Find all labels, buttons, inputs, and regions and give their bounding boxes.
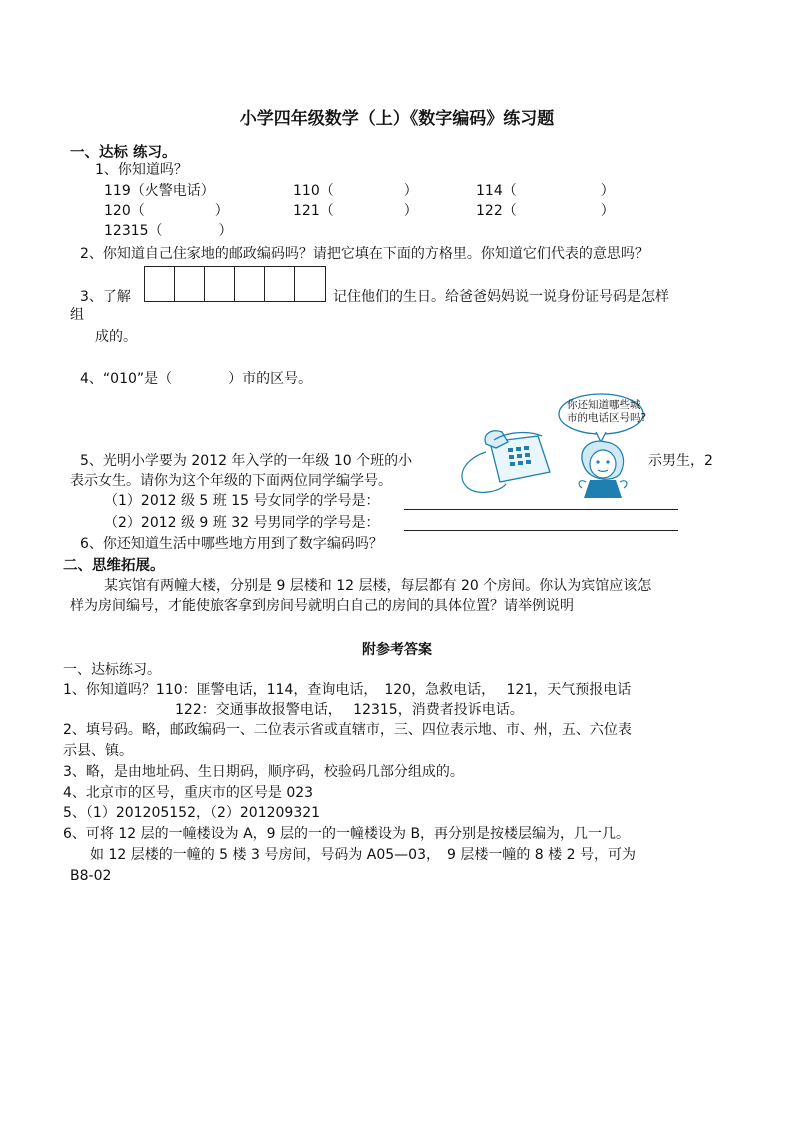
q5-sub1: （1）2012 级 5 班 15 号女同学的学号是： <box>104 493 380 509</box>
answer-line[interactable] <box>404 509 678 510</box>
q1-item: 114（ ） <box>476 183 615 199</box>
answer-line-text: 4、北京市的区号，重庆市的区号是 023 <box>63 785 314 801</box>
answer-line[interactable] <box>404 530 678 531</box>
answer-line-text: 如 12 层楼的一幢的 5 楼 3 号房间，号码为 A05—03， 9 层楼一幢的 8 楼 2 号，可为 <box>90 847 636 863</box>
q3-prefix: 3、了解 <box>80 289 131 305</box>
q1-item: 110（ ） <box>293 183 418 199</box>
q1-item: 119（火警电话） <box>104 183 215 199</box>
code-box[interactable] <box>295 267 325 301</box>
bubble-line: 你还知道哪些城 <box>567 399 641 411</box>
answer-line-text: 一、达标练习。 <box>63 662 161 678</box>
section-2-line: 某宾馆有两幢大楼，分别是 9 层楼和 12 层楼，每层都有 20 个房间。你认为宾馆应该怎 <box>104 578 652 594</box>
code-box[interactable] <box>145 267 175 301</box>
telephone-girl-illustration <box>446 392 646 500</box>
answer-line-text: 5、（1）201205152，（2）201209321 <box>63 805 321 821</box>
q1-item: 12315（ ） <box>104 223 233 239</box>
q5-line1-left: 5、光明小学要为 2012 年入学的一年级 10 个班的小 <box>80 453 413 469</box>
code-box[interactable] <box>235 267 265 301</box>
page-title: 小学四年级数学（上）《数字编码》练习题 <box>239 109 555 129</box>
q1-item: 120（ ） <box>104 203 229 219</box>
answer-line-text: B8-02 <box>70 868 112 884</box>
q1-label: 1、你知道吗？ <box>95 162 188 178</box>
q3-line2: 组 <box>70 307 84 323</box>
answer-line-text: 2、填号码。略，邮政编码一、二位表示省或直辖市，三、四位表示地、市、州，五、六位表 <box>63 722 632 738</box>
answer-line-text: 3、略，是由地址码、生日期码，顺序码，校验码几部分组成的。 <box>63 764 464 780</box>
q6-text: 6、你还知道生活中哪些地方用到了数字编码吗？ <box>80 536 383 552</box>
section-2-line: 样为房间编号，才能使旅客拿到房间号就明白自己的房间的具体位置？请举例说明 <box>70 598 574 614</box>
code-box[interactable] <box>175 267 205 301</box>
answer-line-text: 示县、镇。 <box>63 743 133 759</box>
q2-text: 2、你知道自己住家地的邮政编码吗？请把它填在下面的方格里。你知道它们代表的意思吗？ <box>80 246 649 262</box>
section-1-heading: 一、达标 练习。 <box>70 144 177 161</box>
postal-code-boxes[interactable] <box>144 266 326 302</box>
q5-line1-right: 示男生，2 <box>648 453 713 469</box>
bubble-line: 市的电话区号吗? <box>567 412 647 424</box>
q5-line2: 表示女生。请你为这个年级的下面两位同学编学号。 <box>70 473 392 489</box>
answer-line-text: 6、可将 12 层的一幢楼设为 A，9 层的一的一幢楼设为 B，再分别是按楼层编为，几一几。 <box>63 826 631 842</box>
q1-item: 121（ ） <box>293 203 418 219</box>
code-box[interactable] <box>265 267 295 301</box>
q1-item: 122（ ） <box>476 203 615 219</box>
answers-heading: 附参考答案 <box>362 642 432 658</box>
code-box[interactable] <box>205 267 235 301</box>
q4-text: 4、“010”是（ ）市的区号。 <box>80 371 313 387</box>
q5-sub2: （2）2012 级 9 班 32 号男同学的学号是： <box>104 515 380 531</box>
answer-line-text: 1、你知道吗？110：匪警电话，114，查询电话， 120，急救电话， 121，天气预报电话 <box>63 682 632 698</box>
q3-line3: 成的。 <box>95 329 137 345</box>
answer-line-text: 122：交通事故报警电话， 12315，消费者投诉电话。 <box>175 702 524 718</box>
q3-suffix: 记住他们的生日。给爸爸妈妈说一说身份证号码是怎样 <box>333 289 669 305</box>
section-2-heading: 二、思维拓展。 <box>63 557 165 574</box>
